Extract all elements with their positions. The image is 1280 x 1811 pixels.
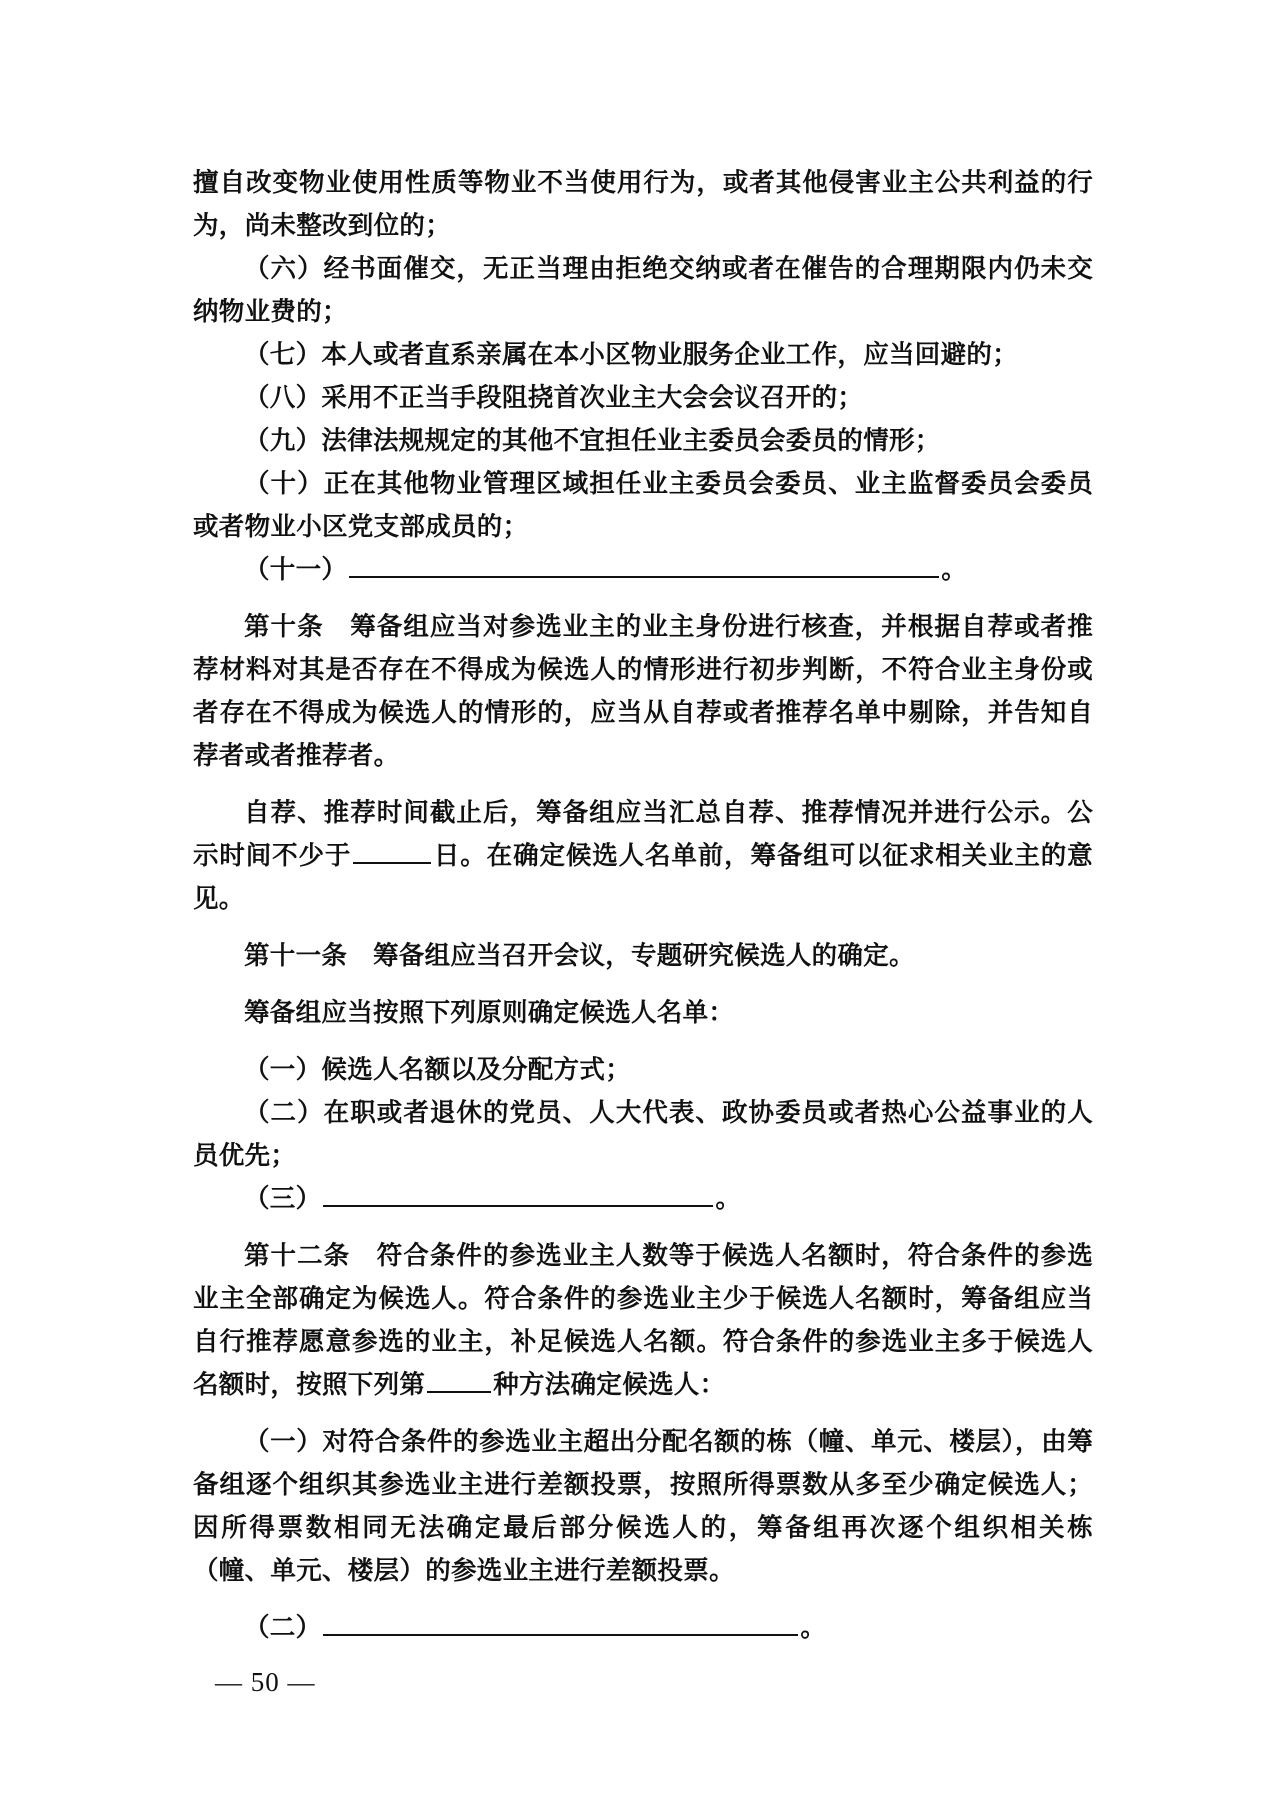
fill-in-blank[interactable] <box>323 1610 798 1636</box>
article-10-paragraph-1: 第十条 筹备组应当对参选业主的业主身份进行核查，并根据自荐或者推荐材料对其是否存在不得成为候选人的情形进行初步判断，不符合业主身份或者存在不得成为候选人的情形的，应当从自荐或者推荐名单中剔除，并告知自荐者或者推荐者。 <box>193 612 1093 771</box>
list-item-eight: （八）采用不正当手段阻挠首次业主大会会议召开的； <box>244 383 864 413</box>
article-11-paragraph-2: 筹备组应当按照下列原则确定候选人名单： <box>244 998 735 1028</box>
article-12-paragraph-1: 第十二条 符合条件的参选业主人数等于候选人名额时，符合条件的参选业主全部确定为候选人。符合条件的参选业主少于候选人名额时，筹备组应当自行推荐愿意参选的业主，补足候选人名额。符合条件的参选业主多于候选人名额时，按照下列第 种方法确定候选人： <box>193 1241 1093 1400</box>
article-11-item-3: （三） 。 <box>193 1178 1093 1221</box>
article-11-item-1: （一）候选人名额以及分配方式； <box>244 1055 632 1085</box>
page-number: — 50 — <box>215 1667 316 1697</box>
list-item-seven: （七）本人或者直系亲属在本小区物业服务企业工作，应当回避的； <box>244 340 1019 370</box>
fill-in-blank[interactable] <box>323 1181 713 1207</box>
list-item-six: （六）经书面催交，无正当理由拒绝交纳或者在催告的合理期限内仍未交纳物业费的； <box>193 254 1093 327</box>
list-item-ten: （十）正在其他物业管理区域担任业主委员会委员、业主监督委员会委员或者物业小区党支部成员的； <box>193 469 1093 542</box>
fill-in-blank-days[interactable] <box>353 838 431 864</box>
list-item-eleven: （十一） 。 <box>193 549 1093 592</box>
article-11-paragraph-1: 第十一条 筹备组应当召开会议，专题研究候选人的确定。 <box>244 941 915 971</box>
article-11-item-2: （二）在职或者退休的党员、人大代表、政协委员或者热心公益事业的人员优先； <box>193 1098 1093 1171</box>
paragraph-continued: 擅自改变物业使用性质等物业不当使用行为，或者其他侵害业主公共利益的行为，尚未整改到位的； <box>193 168 1093 241</box>
fill-in-blank-method[interactable] <box>427 1367 491 1393</box>
document-body <box>193 162 1093 1650</box>
list-item-nine: （九）法律法规规定的其他不宜担任业主委员会委员的情形； <box>244 426 941 456</box>
article-12-item-2: （二） 。 <box>193 1607 1093 1650</box>
article-12-item-1: （一）对符合条件的参选业主超出分配名额的栋（幢、单元、楼层），由筹备组逐个组织其参选业主进行差额投票，按照所得票数从多至少确定候选人；因所得票数相同无法确定最后部分候选人的，筹备组再次逐个组织相关栋（幢、单元、楼层）的参选业主进行差额投票。 <box>193 1427 1093 1586</box>
fill-in-blank[interactable] <box>349 552 939 578</box>
article-10-paragraph-2: 自荐、推荐时间截止后，筹备组应当汇总自荐、推荐情况并进行公示。公示时间不少于 日。在确定候选人名单前，筹备组可以征求相关业主的意见。 <box>193 798 1093 914</box>
